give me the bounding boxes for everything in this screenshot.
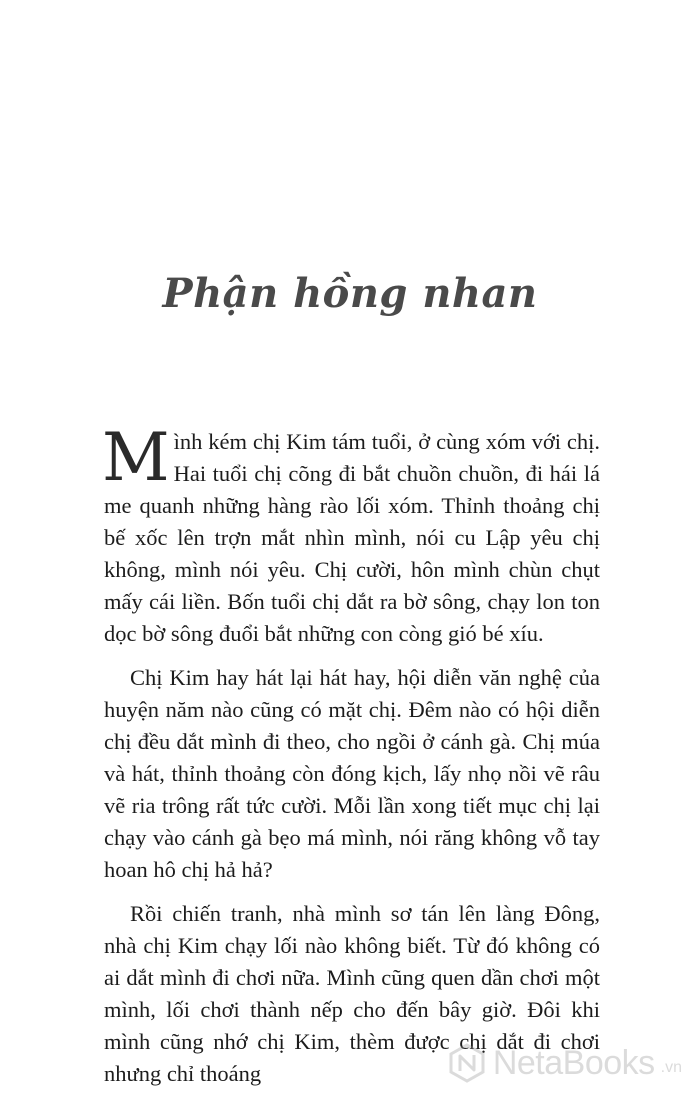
paragraph: [102, 419, 600, 650]
watermark: [447, 1043, 682, 1083]
watermark-suffix: .vn: [660, 1059, 682, 1076]
watermark-brand: NetaBooks: [492, 1043, 655, 1082]
paragraph: Chị Kim hay hát lại hát hay, hội diễn văn nghệ của huyện năm nào cũng có mặt chị. Đêm nào có hội diễn chị đều dắt mình đi theo, cho ngồi ở cánh gà. Chị múa và hát, thỉnh thoảng còn đóng kịch, lấy nhọ nồi vẽ râu vẽ ria trông rất tức cười. Mỗi lần xong tiết mục chị lại chạy vào cánh gà bẹo má mình, nói răng không vỗ tay hoan hô chị hả hả?: [104, 665, 600, 882]
paragraph-text: ình kém chị Kim tám tuổi, ở cùng xóm với chị. Hai tuổi chị cõng đi bắt chuồn chuồn, đi hái lá me quanh những hàng rào lối xóm. Thỉnh thoảng chị bế xốc lên trợn mắt nhìn mình, nói cu Lập yêu chị không, mình nói yêu. Chị cười, hôn mình chùn chụt mấy cái liền. Bốn tuổi chị dắt ra bờ sông, chạy lon ton dọc bờ sông đuổi bắt những con còng gió bé xíu.: [104, 429, 600, 646]
netabooks-logo-icon: [447, 1043, 487, 1083]
drop-cap: M: [102, 419, 170, 496]
chapter-title: Phận hồng nhan: [162, 270, 538, 317]
paragraph: Rồi chiến tranh, nhà mình sơ tán lên làng Đông, nhà chị Kim chạy lối nào không biết. Từ đó không có ai dắt mình đi chơi nữa. Mình cũng quen dần chơi một mình, lối chơi thành nếp cho đến bây giờ. Đôi khi mình cũng nhớ chị Kim, thèm được chị dắt đi chơi nhưng chỉ thoáng: [104, 901, 600, 1086]
chapter-body: [102, 419, 600, 1102]
